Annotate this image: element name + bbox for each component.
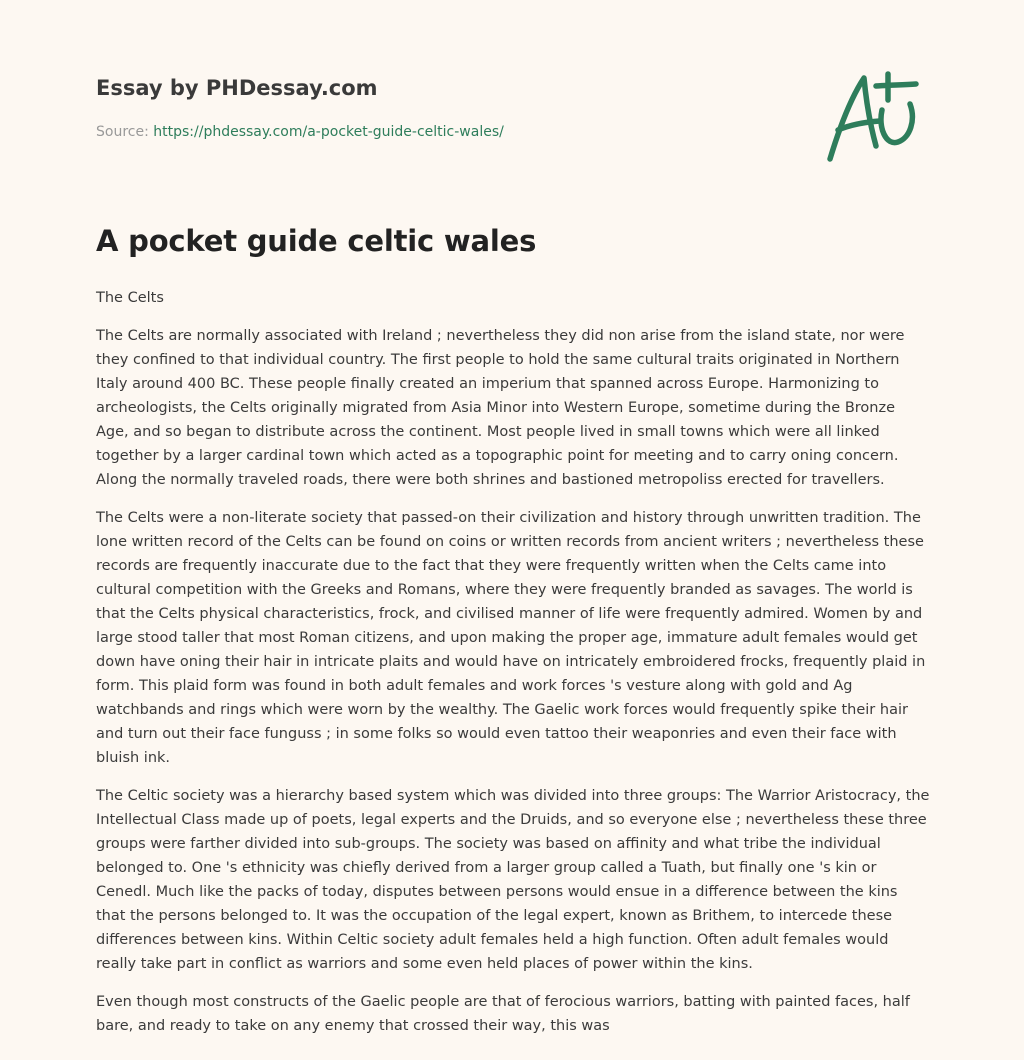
essay-paragraph: The Celts (96, 290, 164, 306)
essay-paragraph: The Celts are normally associated with Ireland ; nevertheless they did non arise from the island state, nor were they confined to that individual country. The first people to hold the same cultural traits originated in Northern Italy around 400 BC. These people finally created an imperium that spanned across Europe. Harmonizing to archeologists, the Celts originally migrated from Asia Minor into Western Europe, sometime during the Bronze Age, and so began to distribute across the continent. Most people lived in small towns which were all linked together by a larger cardinal town which acted as a topographic point for meeting and to carry oning concern. Along the normally traveled roads, there were both shrines and bastioned metropoliss erected for travellers. (96, 328, 905, 488)
source-label: Source: (96, 124, 154, 140)
source-line (96, 124, 504, 140)
essay-paragraph: The Celtic society was a hierarchy based system which was divided into three groups: The Warrior Aristocracy, the Intellectual Class made up of poets, legal experts and the Druids, and so everyone else ; nevertheless these three groups were farther divided into sub-groups. The society was based on affinity and what tribe the individual belonged to. One 's ethnicity was chiefly derived from a larger group called a Tuath, but finally one 's kin or Cenedl. Much like the packs of today, disputes between persons would ensue in a difference between the kins that the persons belonged to. It was the occupation of the legal expert, known as Brithem, to intercede these differences between kins. Within Celtic society adult females held a high function. Often adult females would really take part in conflict as warriors and some even held places of power within the kins. (96, 788, 930, 972)
source-link[interactable]: https://phdessay.com/a-pocket-guide-celtic-wales/ (153, 124, 504, 140)
a-plus-grade-icon (824, 66, 928, 166)
brand-title: Essay by PHDessay.com (96, 76, 378, 100)
essay-paragraph: Even though most constructs of the Gaelic people are that of ferocious warriors, batting with painted faces, half bare, and ready to take on any enemy that crossed their way, this was (96, 994, 910, 1034)
essay-body (96, 286, 930, 1052)
essay-paragraph: The Celts were a non-literate society that passed-on their civilization and history through unwritten tradition. The lone written record of the Celts can be found on coins or written records from ancient writers ; nevertheless these records are frequently inaccurate due to the fact that they were frequently written when the Celts came into cultural competition with the Greeks and Romans, where they were frequently branded as savages. The world is that the Celts physical characteristics, frock, and civilised manner of life were frequently admired. Women by and large stood taller that most Roman citizens, and upon making the proper age, immature adult females would get down have oning their hair in intricate plaits and would have on intricately embroidered frocks, frequently plaid in form. This plaid form was found in both adult females and work forces 's vesture along with gold and Ag watchbands and rings which were worn by the wealthy. The Gaelic work forces would frequently spike their hair and turn out their face funguss ; in some folks so would even tattoo their weaponries and even their face with bluish ink. (96, 510, 926, 766)
essay-title: A pocket guide celtic wales (96, 224, 537, 258)
